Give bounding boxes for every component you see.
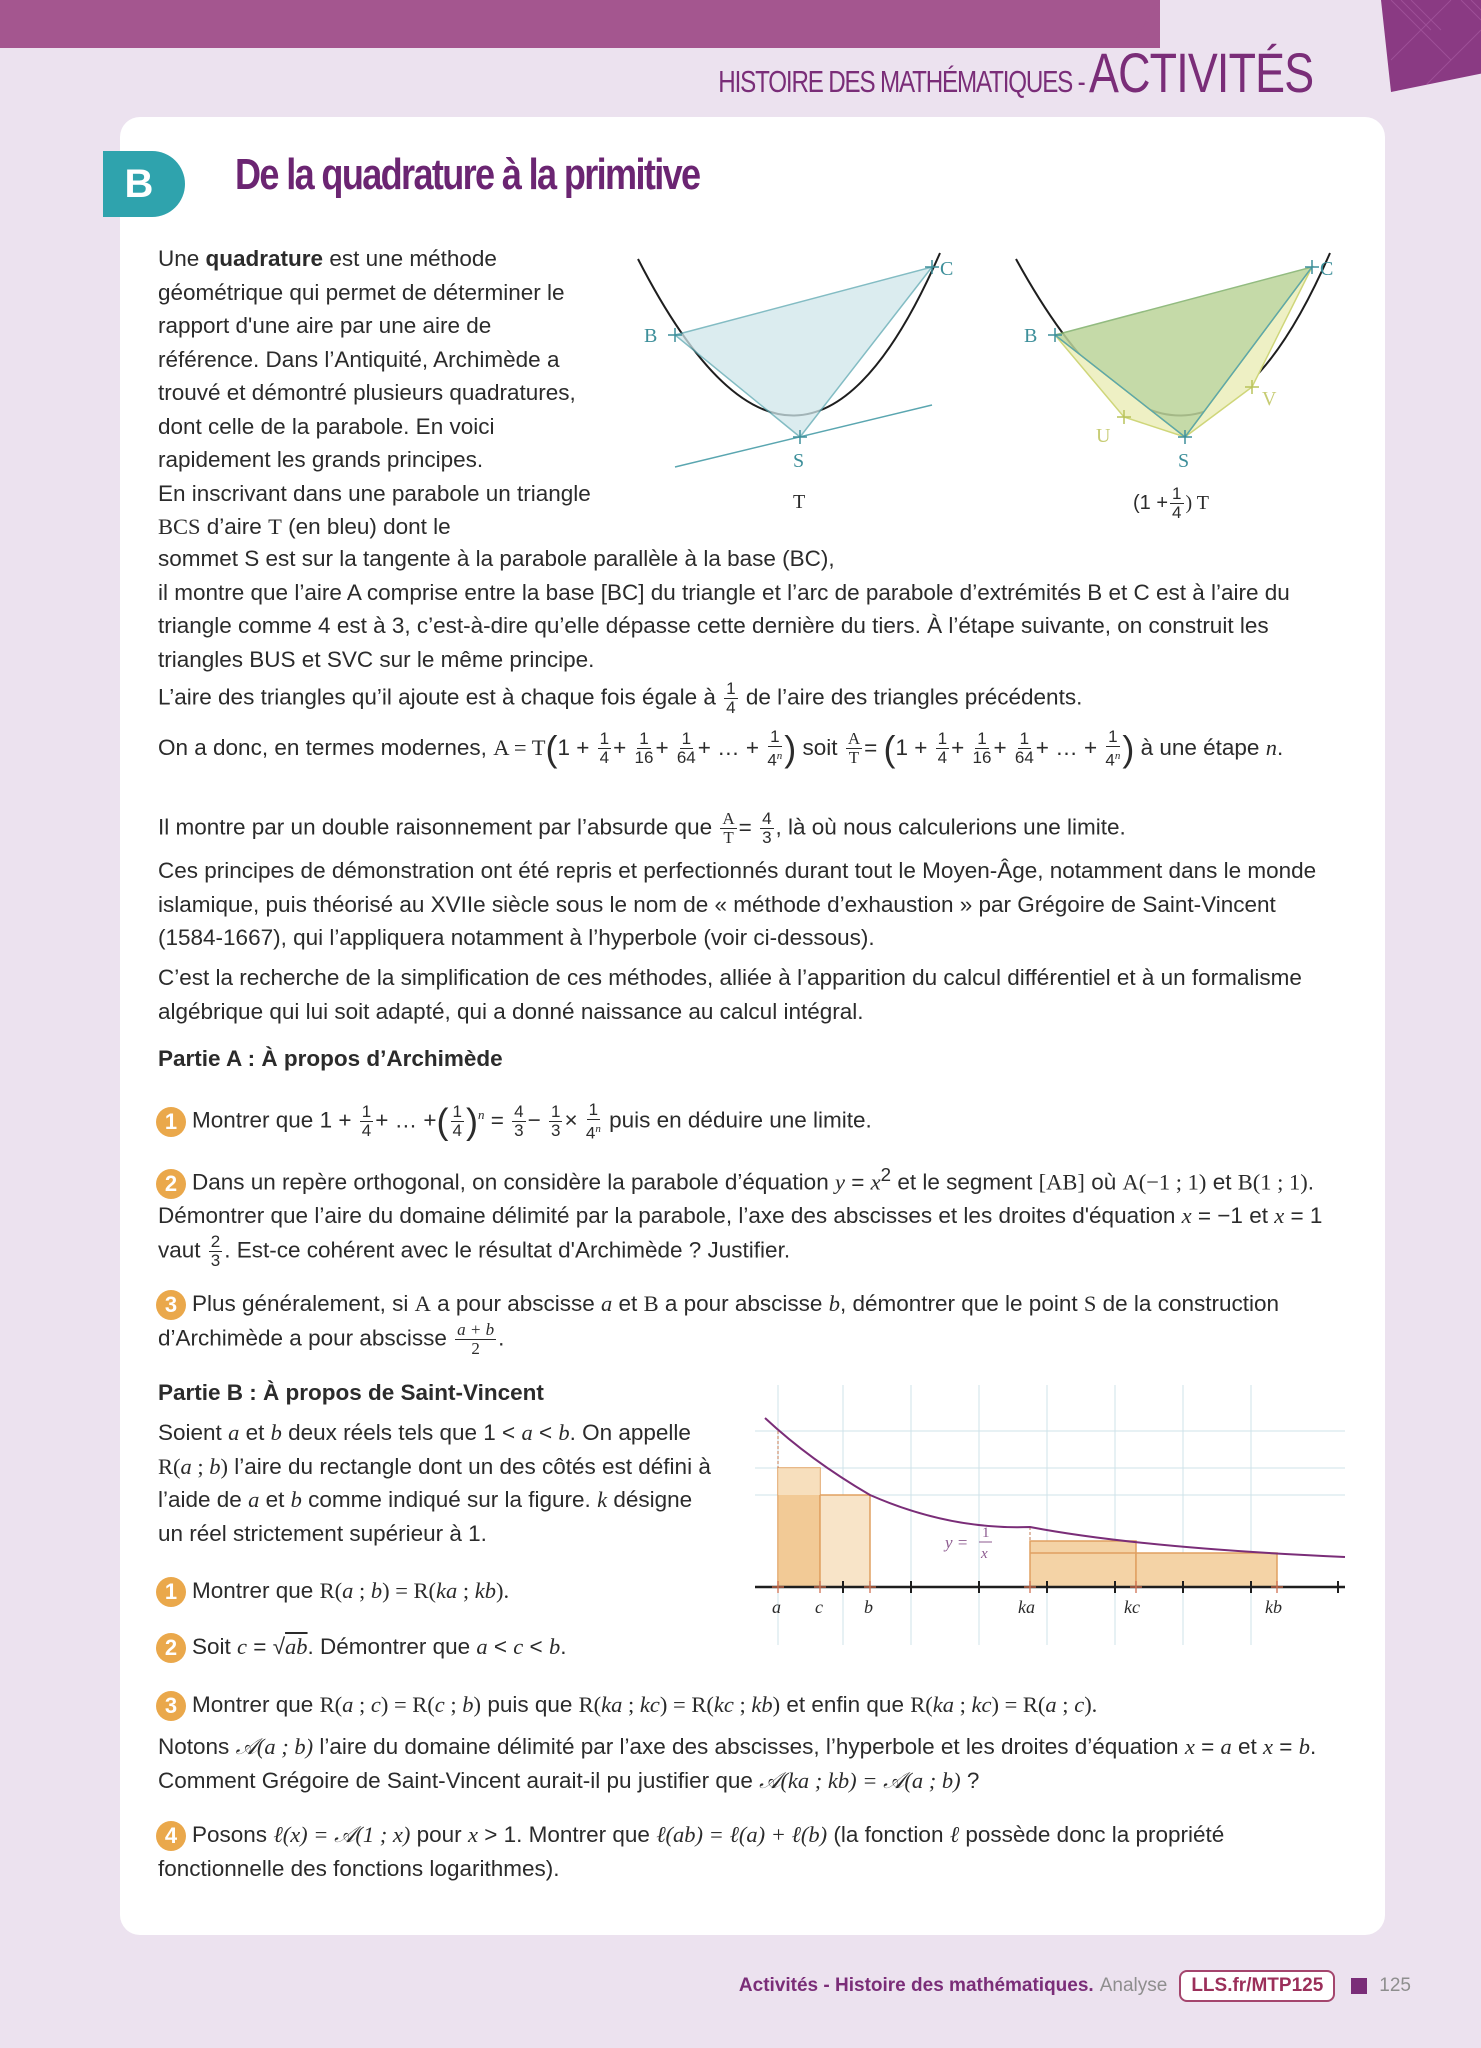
point-label-b: B xyxy=(644,325,658,347)
question-number-badge: 4 xyxy=(156,1821,186,1851)
text-sommet: sommet S est sur la tangente à la parabole parallèle à la base (BC), xyxy=(158,546,835,571)
text-modern-formula: On a donc, en termes modernes, A = T(1 + $\frac{1}{4}$ + $\frac{1}{16}$ + $\frac{1}{64}$ + … + $\frac{1}{4^n}$ ) soit $\frac{A}{T}$ = (1 + $\frac{1}{4}$ + $\frac{1}{16}$ + $\frac{1}{64}$ + … + $\frac{1}{4^n}$ ) à une étape n. xyxy=(158,727,1284,770)
partie-b-question-3: 3 Montrer que R(a ; c) = R(c ; b) puis que R(ka ; kc) = R(kc ; kb) et enfin que R(ka ; kc) = R(a ; c). xyxy=(158,1688,1338,1722)
point-label-b: B xyxy=(1024,325,1038,347)
axis-label-b: b xyxy=(864,1597,873,1617)
axis-label-kb: kb xyxy=(1265,1597,1282,1617)
partie-a-title: Partie A : À propos d’Archimède xyxy=(158,1046,503,1071)
footer-chapter: Activités - Histoire des mathématiques. xyxy=(738,1975,1094,1996)
text-quart: L’aire des triangles qu’il ajoute est à chaque fois égale à $\frac{1}{4}$ de l’aire des triangles précédents. xyxy=(158,679,1083,717)
header-section: ACTIVITÉS xyxy=(1088,41,1313,104)
axis-label-ka: ka xyxy=(1018,1597,1035,1617)
page-header-title xyxy=(615,40,1369,105)
intro-paragraph-2: En inscrivant dans une parabole un triangle BCS d’aire T (en bleu) dont le xyxy=(158,480,591,539)
page-number: 125 xyxy=(1379,1975,1411,1996)
square-icon xyxy=(1351,1978,1367,1994)
partie-b-question-1: 1 Montrer que R(a ; b) = R(ka ; kb). xyxy=(158,1574,718,1608)
point-label-c: C xyxy=(1320,258,1334,280)
parabola-figure-triangle xyxy=(620,245,960,525)
partie-b-notons: Notons 𝒜(a ; b) l’aire du domaine délimité par l’axe des abscisses, l’hyperbole et les droites d’équation x = a et x = b. Comment Grégoire de Saint-Vincent aurait-il pu justifier que 𝒜(ka ; kb) = 𝒜(a ; b) ? xyxy=(158,1734,1317,1793)
caption-one-plus-quarter-t: (1 + $\frac{1}{4}$ ) T xyxy=(1133,484,1210,522)
term-quadrature: quadrature xyxy=(205,246,324,271)
partie-b-intro: Soient a et b deux réels tels que 1 < a < b. On appelle R(a ; b) l’aire du rectangle dont un des côtés est défini à l’aide de a et b comme indiqué sur la figure. k désigne un réel strictement supérieur à 1. xyxy=(158,1420,711,1546)
corner-decoration xyxy=(1381,0,1481,92)
text-calcul-integral: C’est la recherche de la simplification de ces méthodes, alliée à l’apparition du calcul différentiel et à un formalisme algébrique qui lui soit adapté, qui a donné naissance au calcul intégral. xyxy=(158,965,1302,1024)
question-number-badge: 1 xyxy=(156,1107,186,1137)
partie-b-question-4: 4 Posons ℓ(x) = 𝒜(1 ; x) pour x > 1. Montrer que ℓ(ab) = ℓ(a) + ℓ(b) (la fonction ℓ possède donc la propriété fonctionnelle des fonctions logarithmes). xyxy=(158,1822,1225,1881)
partie-b-question-2: 2 Soit c = √ab. Démontrer que a < c < b. xyxy=(158,1630,718,1664)
intro-paragraph-1: Une quadrature est une méthode géométrique qui permet de déterminer le rapport d'une aire par une aire de référence. Dans l’Antiquité, Archimède a trouvé et démontré plusieurs quadratures, dont celle de la parabole. En voici rapidement les grands principes. xyxy=(158,246,576,472)
footer-link-button[interactable]: LLS.fr/MTP125 xyxy=(1179,1970,1335,2002)
axis-label-c: c xyxy=(815,1597,823,1617)
point-label-s: S xyxy=(1178,450,1190,472)
svg-text:1: 1 xyxy=(982,1525,990,1541)
point-label-s: S xyxy=(793,450,805,472)
question-number-badge: 2 xyxy=(156,1169,186,1199)
partie-a-question-1: 1 Montrer que 1 + $\frac{1}{4}$ + … +( $\frac{1}{4}$ )$^n$ = $\frac{4}{3}$ − $\frac{1}{3}$ × $\frac{1}{4^n}$ puis en déduire une limite. xyxy=(158,1098,1338,1142)
question-number-badge: 3 xyxy=(156,1691,186,1721)
partie-b-title: Partie B : À propos de Saint-Vincent xyxy=(158,1380,544,1405)
partie-a-question-2: 2 Dans un repère orthogonal, on considère la parabole d’équation $y = x^2$ et le segment [AB] où A(−1 ; 1) et B(1 ; 1). Démontrer que l’aire du domaine délimité par la parabole, l’axe des abscisses et les droites d'équation x = −1 et x = 1 vaut $\frac{2}{3}$ . Est-ce cohérent avec le résultat d'Archimède ? Justifier. xyxy=(158,1164,1323,1270)
activity-letter-badge: B xyxy=(103,151,185,217)
footer-domain: Analyse xyxy=(1099,1975,1168,1996)
svg-text:x: x xyxy=(981,1546,988,1562)
curve-label: y = xyxy=(945,1533,969,1552)
axis-label-kc: kc xyxy=(1124,1597,1140,1617)
question-number-badge: 2 xyxy=(156,1633,186,1663)
point-label-c: C xyxy=(940,258,954,280)
page-footer xyxy=(739,1970,1411,2002)
hyperbola-figure xyxy=(750,1380,1350,1650)
header-subject: HISTOIRE DES MATHÉMATIQUES - xyxy=(718,64,1085,99)
axis-label-a: a xyxy=(772,1597,781,1617)
text-moyen-age: Ces principes de démonstration ont été repris et perfectionnés durant tout le Moyen-Âge, notamment dans le monde islamique, puis théorisé au XVIIe siècle sous le nom de « méthode d’exhaustion » par Grégoire de Saint-Vincent (1584-1667), qui l’appliquera notamment à l’hyperbole (voir ci-dessous). xyxy=(158,858,1317,950)
text-absurde: Il montre par un double raisonnement par l’absurde que $\frac{A}{T}$ = $\frac{4}{3}$ , là où nous calculerions une limite. xyxy=(158,809,1126,847)
intro-text xyxy=(158,242,598,544)
text-montre: il montre que l’aire A comprise entre la base [BC] du triangle et l’arc de parabole d’extrémités B et C est à l’aire du triangle comme 4 est à 3, c’est-à-dire qu’elle dépasse cette dernière du tiers. À l’étape suivante, on construit les triangles BUS et SVC sur le même principe. xyxy=(158,579,1290,672)
question-number-badge: 1 xyxy=(156,1577,186,1607)
question-number-badge: 3 xyxy=(156,1290,186,1320)
activity-title: De la quadrature à la primitive xyxy=(235,150,700,199)
point-label-u: U xyxy=(1096,425,1111,447)
caption-t: T xyxy=(793,491,806,513)
intro-continuation xyxy=(158,542,1338,676)
partie-a-question-3: 3 Plus généralement, si A a pour abscisse a et B a pour abscisse b, démontrer que le point S de la construction d’Archimède a pour abscisse $\frac{a + b}{2}$ . xyxy=(158,1291,1280,1358)
point-label-v: V xyxy=(1262,388,1277,410)
